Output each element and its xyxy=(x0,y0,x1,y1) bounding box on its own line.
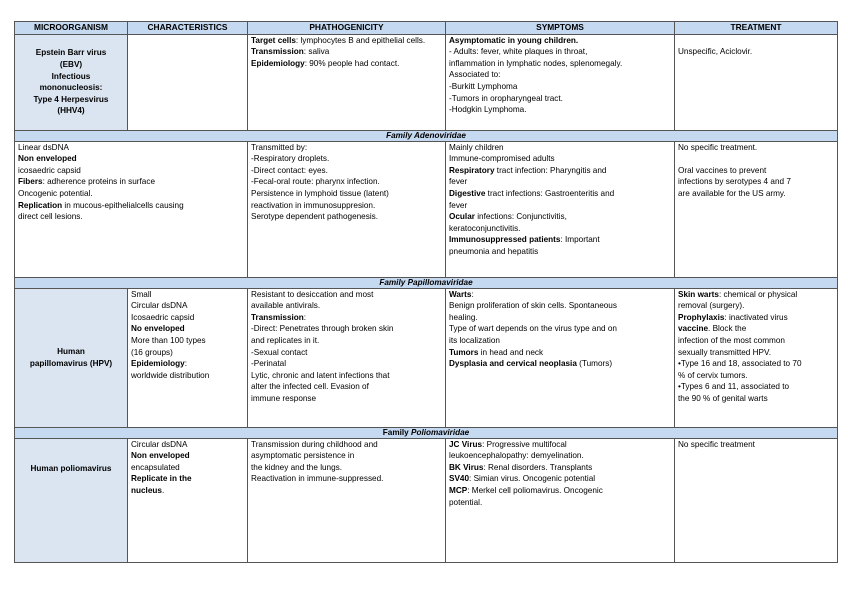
polio-symptom-line: leukoencephalopathy: demyelination. xyxy=(449,451,584,461)
hpv-vaccine-line xyxy=(678,323,834,335)
hpv-patho-line: -Direct: Penetrates through broken skin xyxy=(251,324,394,334)
hpv-patho-line: immune response xyxy=(251,393,317,403)
microorganism-table xyxy=(14,21,838,563)
family-title-poliomaviridae xyxy=(15,427,838,438)
adeno-symptom-line: Mainly children xyxy=(449,142,504,152)
ebv-epidemiology-text: : 90% people had contact. xyxy=(304,58,400,68)
family-name: Papillomaviridae xyxy=(407,277,473,287)
polio-bk-line xyxy=(449,462,671,474)
ebv-pathogenicity-cell xyxy=(248,34,446,130)
polio-bk-label: BK Virus xyxy=(449,462,484,472)
hpv-epidemiology-suffix: : xyxy=(184,359,187,369)
polio-char-line: encapsulated xyxy=(131,462,180,472)
poliomavirus-characteristics-cell xyxy=(128,438,248,562)
polio-patho-line: Transmission during childhood and xyxy=(251,439,378,449)
polio-jc-text: : Progressive multifocal xyxy=(482,439,567,449)
polio-jc-label: JC Virus xyxy=(449,439,483,449)
header-symptoms: SYMPTOMS xyxy=(446,22,675,35)
hpv-vaccine-text: . Block the xyxy=(708,324,747,334)
hpv-char-line: Icosaedric capsid xyxy=(131,312,195,322)
hpv-prophylaxis-text: : inactivated virus xyxy=(724,312,788,322)
polio-char-line: Circular dsDNA xyxy=(131,439,188,449)
adeno-characteristics-cell xyxy=(15,141,248,277)
adeno-fibers-label: Fibers xyxy=(18,177,43,187)
polio-sv40-line xyxy=(449,473,671,485)
ebv-name-line: Infectious xyxy=(51,71,91,81)
adeno-replication-line xyxy=(18,200,244,212)
family-title-papillomaviridae xyxy=(15,277,838,288)
adeno-char-line: Non enveloped xyxy=(18,154,77,164)
hpv-symptom-line: Type of wart depends on the virus type and on xyxy=(449,324,617,334)
hpv-name-line: Human xyxy=(57,347,85,356)
adeno-char-line: Oncogenic potential. xyxy=(18,188,93,198)
adeno-patho-line: -Respiratory droplets. xyxy=(251,154,330,164)
hpv-patho-line: available antivirals. xyxy=(251,301,321,311)
polio-mcp-line xyxy=(449,485,671,497)
ebv-name-line: mononucleosis: xyxy=(39,83,103,93)
hpv-symptom-line: healing. xyxy=(449,312,478,322)
hpv-symptom-line: Benign proliferation of skin cells. Spontaneous xyxy=(449,301,617,311)
ebv-symptom-line: - Adults: fever, white plaques in throat, xyxy=(449,47,588,57)
family-row-poliomaviridae xyxy=(15,427,838,438)
ebv-symptom-line: -Hodgkin Lymphoma. xyxy=(449,105,527,115)
hpv-epidemiology-line xyxy=(131,358,244,370)
hpv-patho-line: alter the infected cell. Evasion of xyxy=(251,382,369,392)
adeno-replication-text: in mucous-epithelialcells causing xyxy=(62,200,184,210)
table-row-adenovirus xyxy=(15,141,838,277)
adeno-symptom-line: fever xyxy=(449,200,468,210)
hpv-skin-warts-text: : chemical or physical xyxy=(718,289,798,299)
ebv-treatment-text: Unspecific, Aciclovir. xyxy=(678,47,753,57)
hpv-char-line: worldwide distribution xyxy=(131,370,210,380)
ebv-name-line: Type 4 Herpesvirus xyxy=(33,94,109,104)
adeno-treatment-line: are available for the US army. xyxy=(678,188,786,198)
hpv-patho-line: -Perinatal xyxy=(251,359,287,369)
hpv-epidemiology-label: Epidemiology xyxy=(131,359,185,369)
hpv-char-line: Small xyxy=(131,289,152,299)
polio-symptom-line: potential. xyxy=(449,497,483,507)
ebv-name-line: (EBV) xyxy=(59,59,83,69)
adeno-treatment-cell xyxy=(675,141,838,277)
adeno-patho-line: -Direct contact: eyes. xyxy=(251,165,328,175)
ebv-epidemiology-line xyxy=(251,58,442,70)
hpv-treatment-line: sexually transmitted HPV. xyxy=(678,347,771,357)
ebv-transmission-text: : saliva xyxy=(303,47,330,57)
hpv-skin-warts-line xyxy=(678,289,834,301)
hpv-characteristics-cell xyxy=(128,288,248,427)
adeno-ocular-label: Ocular xyxy=(449,212,475,222)
hpv-warts-label: Warts xyxy=(449,289,472,299)
ebv-name-line: Epstein Barr virus xyxy=(35,48,107,58)
hpv-treatment-line: infection of the most common xyxy=(678,335,785,345)
table-row-poliomavirus xyxy=(15,438,838,562)
polio-mcp-label: MCP xyxy=(449,485,468,495)
hpv-patho-line: Lytic, chronic and latent infections that xyxy=(251,370,390,380)
polio-nucleus-label: nucleus xyxy=(131,485,162,495)
polio-treatment-text: No specific treatment xyxy=(678,439,755,449)
hpv-treatment-cell xyxy=(675,288,838,427)
poliomavirus-treatment-cell xyxy=(675,438,838,562)
hpv-treatment-line: •Type 16 and 18, associated to 70 xyxy=(678,359,802,369)
adeno-immunosuppressed-label: Immunosuppressed patients xyxy=(449,235,561,245)
polio-nucleus-suffix: . xyxy=(161,485,165,495)
hpv-treatment-line: the 90 % of genital warts xyxy=(678,393,768,403)
hpv-transmission-line xyxy=(251,312,442,324)
adeno-respiratory-line xyxy=(449,165,671,177)
adeno-char-line: direct cell lesions. xyxy=(18,212,83,222)
hpv-treatment-line: •Types 6 and 11, associated to xyxy=(678,382,790,392)
adeno-immunosuppressed-line xyxy=(449,234,671,246)
polio-jc-line xyxy=(449,439,671,451)
ebv-symptoms-cell xyxy=(446,34,675,130)
adeno-digestive-line xyxy=(449,188,671,200)
hpv-prophylaxis-label: Prophylaxis xyxy=(678,312,725,322)
family-label: Family xyxy=(382,427,411,437)
adeno-fibers-line xyxy=(18,176,244,188)
hpv-name-cell xyxy=(15,288,128,427)
hpv-symptoms-cell xyxy=(446,288,675,427)
family-name: Adenoviridae xyxy=(414,130,466,140)
hpv-treatment-line: removal (surgery). xyxy=(678,301,745,311)
hpv-pathogenicity-cell xyxy=(248,288,446,427)
hpv-patho-line: -Sexual contact xyxy=(251,347,308,357)
adeno-ocular-line xyxy=(449,211,671,223)
poliomavirus-name: Human poliomavirus xyxy=(30,463,112,473)
hpv-skin-warts-label: Skin warts xyxy=(678,289,719,299)
adeno-patho-line: reactivation in immunosuppresion. xyxy=(251,200,376,210)
adeno-symptom-line: Immune-compromised adults xyxy=(449,154,555,164)
adeno-patho-line: Persistence in lymphoid tissue (latent) xyxy=(251,188,389,198)
hpv-vaccine-label: vaccine xyxy=(678,324,709,334)
hpv-char-line: More than 100 types xyxy=(131,335,206,345)
hpv-dysplasia-label: Dysplasia and cervical neoplasia xyxy=(449,359,577,369)
ebv-symptom-line: -Tumors in oropharyngeal tract. xyxy=(449,93,563,103)
ebv-symptom-line: -Burkitt Lymphoma xyxy=(449,81,518,91)
poliomavirus-pathogenicity-cell xyxy=(248,438,446,562)
family-row-papillomaviridae xyxy=(15,277,838,288)
header-microorganism: MICROORGANISM xyxy=(15,22,128,35)
hpv-treatment-line: % of cervix tumors. xyxy=(678,370,748,380)
polio-sv40-label: SV40 xyxy=(449,474,470,484)
adeno-symptom-line: fever xyxy=(449,177,468,187)
polio-patho-line: the kidney and the lungs. xyxy=(251,462,343,472)
hpv-dysplasia-text: (Tumors) xyxy=(576,359,613,369)
hpv-transmission-suffix: : xyxy=(303,312,307,322)
family-title-adenoviridae xyxy=(15,130,838,141)
ebv-symptom-line: Asymptomatic in young children. xyxy=(449,35,579,45)
poliomavirus-symptoms-cell xyxy=(446,438,675,562)
adeno-symptom-line: keratoconjunctivitis. xyxy=(449,223,521,233)
adeno-digestive-text: tract infections: Gastroenteritis and xyxy=(485,188,615,198)
polio-patho-line: Reactivation in immune-suppressed. xyxy=(251,474,384,484)
hpv-symptom-line: its localization xyxy=(449,335,500,345)
adeno-digestive-label: Digestive xyxy=(449,188,486,198)
hpv-warts-suffix: : xyxy=(471,289,474,299)
polio-nucleus-line xyxy=(131,485,244,497)
adeno-char-line: Linear dsDNA xyxy=(18,142,69,152)
table-row-hpv xyxy=(15,288,838,427)
adeno-patho-line: Transmitted by: xyxy=(251,142,308,152)
polio-char-line: Non enveloped xyxy=(131,451,190,461)
adeno-treatment-line: infections by serotypes 4 and 7 xyxy=(678,177,791,187)
ebv-characteristics-cell xyxy=(128,34,248,130)
ebv-epidemiology-label: Epidemiology xyxy=(251,58,305,68)
adeno-respiratory-label: Respiratory xyxy=(449,165,495,175)
family-label: Family xyxy=(386,130,415,140)
adeno-patho-line: Serotype dependent pathogenesis. xyxy=(251,212,379,222)
microorganism-table-sheet xyxy=(14,21,837,563)
ebv-symptom-line: inflammation in lymphatic nodes, splenomegaly. xyxy=(449,58,623,68)
hpv-patho-line: Resistant to desiccation and most xyxy=(251,289,374,299)
hpv-prophylaxis-line xyxy=(678,312,834,324)
adeno-replication-label: Replication xyxy=(18,200,63,210)
adeno-symptoms-cell xyxy=(446,141,675,277)
table-row-ebv xyxy=(15,34,838,130)
adeno-char-line: icosaedric capsid xyxy=(18,165,81,175)
adeno-treatment-line: Oral vaccines to prevent xyxy=(678,165,767,175)
polio-sv40-text: : Simian virus. Oncogenic potential xyxy=(469,474,596,484)
hpv-tumors-line xyxy=(449,347,671,359)
adeno-patho-line: -Fecal-oral route: pharynx infection. xyxy=(251,177,380,187)
adeno-pathogenicity-cell xyxy=(248,141,446,277)
ebv-target-line xyxy=(251,35,442,47)
hpv-char-line: Circular dsDNA xyxy=(131,301,188,311)
ebv-name-cell xyxy=(15,34,128,130)
adeno-symptom-line: pneumonia and hepatitis xyxy=(449,246,539,256)
hpv-tumors-label: Tumors xyxy=(449,347,479,357)
hpv-dysplasia-line xyxy=(449,358,671,370)
family-row-adenoviridae xyxy=(15,130,838,141)
hpv-warts-line xyxy=(449,289,671,301)
ebv-name-line: (HHV4) xyxy=(57,106,85,116)
adeno-respiratory-text: tract infection: Pharyngitis and xyxy=(494,165,607,175)
ebv-treatment-cell xyxy=(675,34,838,130)
hpv-name-line: papillomavirus (HPV) xyxy=(29,358,113,368)
family-name: Poliomaviridae xyxy=(410,427,470,437)
ebv-transmission-line xyxy=(251,46,442,58)
poliomavirus-name-cell xyxy=(15,438,128,562)
header-treatment: TREATMENT xyxy=(675,22,838,35)
polio-mcp-text: : Merkel cell poliomavirus. Oncogenic xyxy=(467,485,603,495)
ebv-target-text: : lymphocytes B and epithelial cells. xyxy=(295,35,426,45)
ebv-target-label: Target cells xyxy=(251,35,296,45)
ebv-symptom-line: Associated to: xyxy=(449,70,501,80)
adeno-ocular-text: infections: Conjunctivitis, xyxy=(474,212,567,222)
adeno-immunosuppressed-text: : Important xyxy=(560,235,600,245)
family-label: Family xyxy=(379,277,408,287)
adeno-fibers-text: : adherence proteins in surface xyxy=(42,177,155,187)
polio-bk-text: : Renal disorders. Transplants xyxy=(483,462,593,472)
hpv-char-line: No enveloped xyxy=(131,324,185,334)
adeno-treatment-line: No specific treatment. xyxy=(678,142,758,152)
ebv-transmission-label: Transmission xyxy=(251,47,304,57)
hpv-tumors-text: in head and neck xyxy=(478,347,544,357)
polio-patho-line: asymptomatic persistence in xyxy=(251,451,355,461)
header-characteristics: CHARACTERISTICS xyxy=(128,22,248,35)
hpv-patho-line: and replicates in it. xyxy=(251,335,320,345)
hpv-char-line: (16 groups) xyxy=(131,347,173,357)
hpv-transmission-label: Transmission xyxy=(251,312,304,322)
polio-char-line: Replicate in the xyxy=(131,474,192,484)
header-row xyxy=(15,22,838,35)
header-pathogenicity: PHATHOGENICITY xyxy=(248,22,446,35)
